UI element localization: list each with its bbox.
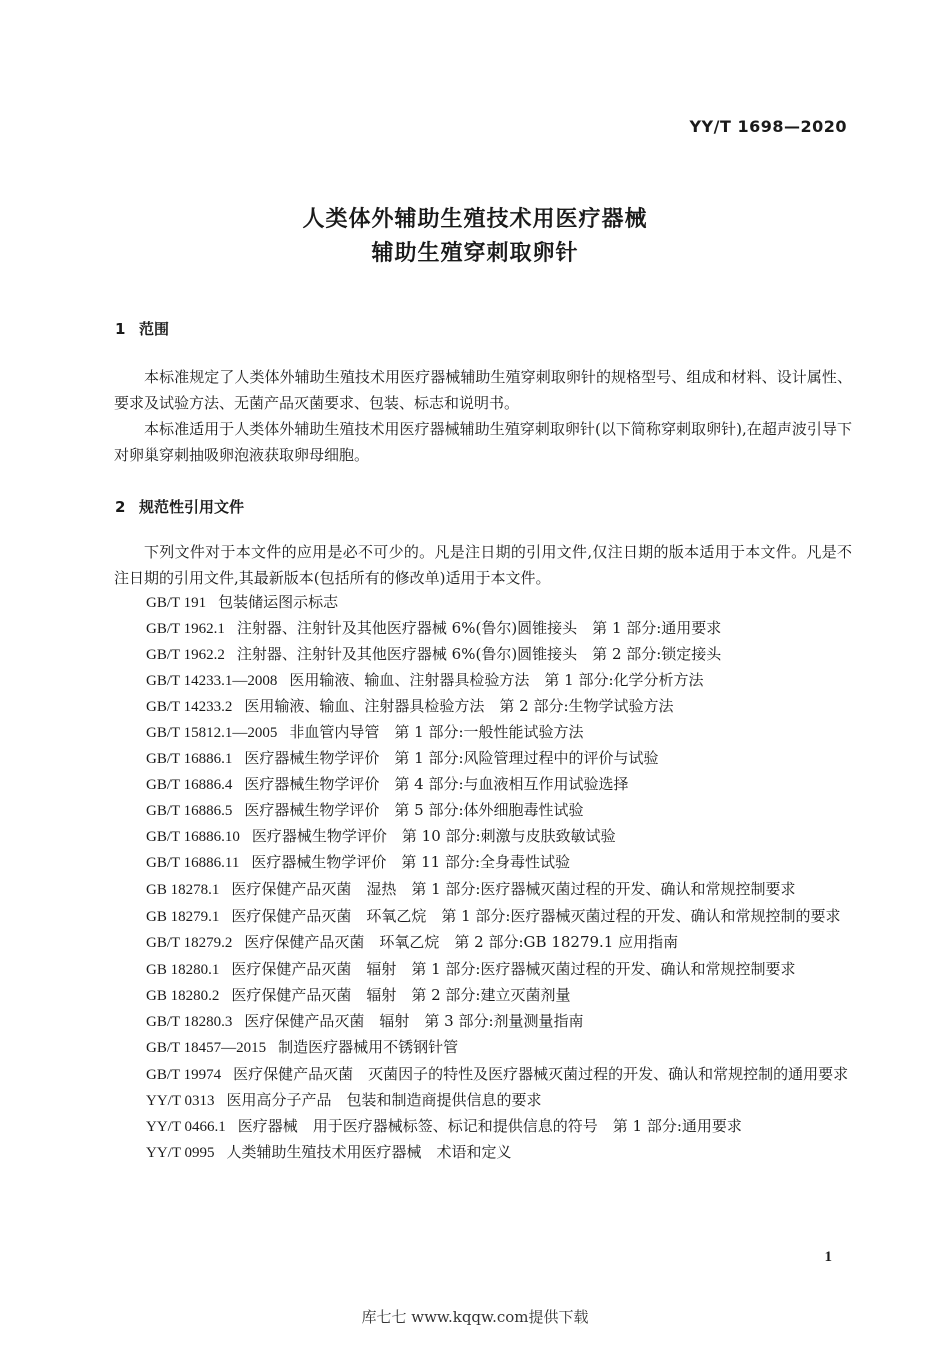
reference-code: GB/T 14233.2 (146, 699, 233, 715)
reference-code: GB 18278.1 (146, 882, 220, 898)
section-2-heading (115, 496, 244, 517)
reference-code: YY/T 0995 (146, 1145, 215, 1161)
reference-code: GB 18280.2 (146, 988, 220, 1004)
reference-code: GB/T 16886.11 (146, 855, 240, 871)
reference-title: 医疗保健产品灭菌 湿热 第 1 部分:医疗器械灭菌过程的开发、确认和常规控制要求 (231, 880, 796, 898)
reference-item (114, 694, 852, 720)
scope-paragraph-2: 本标准适用于人类体外辅助生殖技术用医疗器械辅助生殖穿刺取卵针(以下简称穿刺取卵针),在超声波引导下对卵巢穿刺抽吸卵泡液获取卵母细胞。 (114, 420, 852, 464)
page-number: 1 (824, 1249, 832, 1265)
document-title-line-1: 人类体外辅助生殖技术用医疗器械 (302, 207, 648, 232)
reference-title: 制造医疗器械用不锈钢针管 (278, 1038, 459, 1056)
reference-code: GB/T 19974 (146, 1067, 222, 1083)
download-watermark: 库七七 www.kqqw.com提供下载 (361, 1308, 589, 1326)
section-title: 范围 (139, 320, 170, 338)
standard-number: YY/T 1698—2020 (689, 117, 847, 136)
reference-code: YY/T 0313 (146, 1093, 215, 1109)
reference-title: 医疗保健产品灭菌 辐射 第 3 部分:剂量测量指南 (244, 1012, 584, 1030)
reference-code: GB/T 16886.5 (146, 803, 233, 819)
reference-code: GB 18280.1 (146, 962, 220, 978)
reference-code: GB 18279.1 (146, 909, 220, 925)
reference-item (114, 1114, 852, 1140)
reference-item (114, 1009, 852, 1035)
reference-item (114, 824, 852, 850)
reference-item (114, 1140, 852, 1166)
reference-title: 医用高分子产品 包装和制造商提供信息的要求 (226, 1091, 542, 1109)
scope-paragraph-1: 本标准规定了人类体外辅助生殖技术用医疗器械辅助生殖穿刺取卵针的规格型号、组成和材料、设计属性、要求及试验方法、无菌产品灭菌要求、包装、标志和说明书。 (114, 368, 852, 412)
normative-references-intro: 下列文件对于本文件的应用是必不可少的。凡是注日期的引用文件,仅注日期的版本适用于本文件。凡是不注日期的引用文件,其最新版本(包括所有的修改单)适用于本文件。 (114, 543, 852, 587)
reference-item (114, 1035, 852, 1061)
reference-item (114, 720, 852, 746)
reference-item (114, 850, 852, 876)
reference-item (114, 668, 852, 694)
reference-title: 医疗器械生物学评价 第 5 部分:体外细胞毒性试验 (244, 801, 584, 819)
reference-title: 医疗器械生物学评价 第 10 部分:刺激与皮肤致敏试验 (251, 827, 616, 845)
reference-item (114, 746, 852, 772)
reference-list (114, 590, 852, 1166)
section-number: 1 (115, 320, 126, 338)
reference-title: 包装储运图示标志 (218, 593, 339, 611)
reference-code: GB/T 16886.1 (146, 751, 233, 767)
reference-title: 注射器、注射针及其他医疗器械 6%(鲁尔)圆锥接头 第 1 部分:通用要求 (236, 619, 722, 637)
reference-title: 人类辅助生殖技术用医疗器械 术语和定义 (226, 1143, 512, 1161)
reference-item (114, 1061, 852, 1088)
reference-item (114, 876, 852, 903)
document-title-line-2: 辅助生殖穿刺取卵针 (371, 241, 579, 266)
reference-item (114, 930, 852, 956)
reference-title: 医用输液、输血、注射器具检验方法 第 1 部分:化学分析方法 (289, 671, 704, 689)
reference-title: 医疗器械生物学评价 第 11 部分:全身毒性试验 (251, 853, 571, 871)
reference-code: GB/T 18457—2015 (146, 1040, 267, 1056)
reference-item (114, 903, 852, 930)
reference-title: 非血管内导管 第 1 部分:一般性能试验方法 (289, 723, 584, 741)
reference-item (114, 956, 852, 983)
section-title: 规范性引用文件 (139, 498, 245, 516)
reference-item (114, 616, 852, 642)
reference-code: GB/T 16886.4 (146, 777, 233, 793)
reference-code: GB/T 14233.1—2008 (146, 673, 278, 689)
reference-title: 注射器、注射针及其他医疗器械 6%(鲁尔)圆锥接头 第 2 部分:锁定接头 (236, 645, 722, 663)
reference-item (114, 1088, 852, 1114)
reference-code: GB/T 1962.2 (146, 647, 225, 663)
section-number: 2 (115, 498, 126, 516)
reference-item (114, 590, 852, 616)
reference-title: 医疗保健产品灭菌 辐射 第 1 部分:医疗器械灭菌过程的开发、确认和常规控制要求 (231, 960, 796, 978)
reference-title: 医疗保健产品灭菌 环氧乙烷 第 2 部分:GB 18279.1 应用指南 (244, 933, 679, 951)
reference-item (114, 772, 852, 798)
reference-code: YY/T 0466.1 (146, 1119, 226, 1135)
reference-code: GB/T 15812.1—2005 (146, 725, 278, 741)
reference-title: 医疗保健产品灭菌 辐射 第 2 部分:建立灭菌剂量 (231, 986, 571, 1004)
reference-code: GB/T 18280.3 (146, 1014, 233, 1030)
reference-title: 医疗器械生物学评价 第 1 部分:风险管理过程中的评价与试验 (244, 749, 659, 767)
reference-code: GB/T 16886.10 (146, 829, 240, 845)
reference-title: 医疗保健产品灭菌 灭菌因子的特性及医疗器械灭菌过程的开发、确认和常规控制的通用要求 (233, 1065, 849, 1083)
reference-title: 医用输液、输血、注射器具检验方法 第 2 部分:生物学试验方法 (244, 697, 674, 715)
reference-title: 医疗保健产品灭菌 环氧乙烷 第 1 部分:医疗器械灭菌过程的开发、确认和常规控制的要求 (231, 907, 841, 925)
reference-item (114, 642, 852, 668)
reference-title: 医疗器械生物学评价 第 4 部分:与血液相互作用试验选择 (244, 775, 629, 793)
reference-code: GB/T 191 (146, 595, 207, 611)
reference-item (114, 983, 852, 1009)
reference-item (114, 798, 852, 824)
section-1-heading (115, 318, 169, 339)
reference-title: 医疗器械 用于医疗器械标签、标记和提供信息的符号 第 1 部分:通用要求 (237, 1117, 742, 1135)
reference-code: GB/T 18279.2 (146, 935, 233, 951)
reference-code: GB/T 1962.1 (146, 621, 225, 637)
